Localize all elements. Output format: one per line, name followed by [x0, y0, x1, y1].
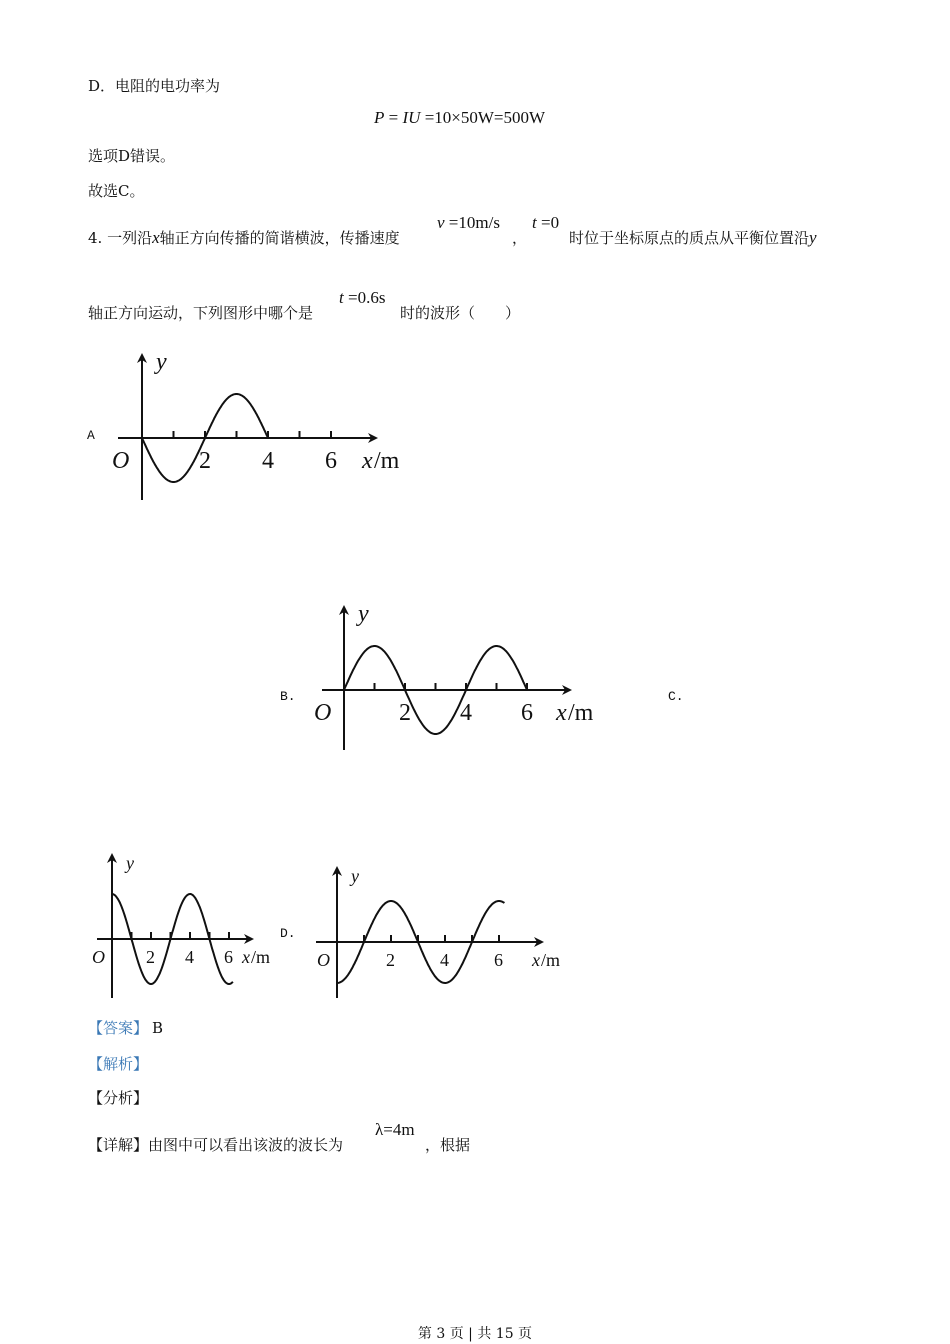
x-unit-label: /m — [251, 947, 271, 967]
fenxi-tag: 【分析】 — [88, 1089, 149, 1107]
t2-val: =0.6s — [343, 288, 386, 307]
formula-eq: = — [384, 108, 399, 127]
graph-c — [92, 853, 270, 998]
tick-label-6: 6 — [325, 448, 337, 474]
tick-label-4: 4 — [460, 700, 472, 726]
graph-a — [112, 349, 400, 500]
t-sym: t — [532, 213, 537, 232]
x-axis-label: x — [242, 947, 250, 967]
page-footer: 第 3 页 | 共 15 页 — [417, 1326, 533, 1342]
graph-b — [314, 601, 594, 750]
answer-value: B — [152, 1019, 164, 1037]
y-axis-label: y — [351, 866, 359, 886]
tick-label-2: 2 — [146, 947, 155, 967]
tick-label-2: 2 — [386, 950, 395, 970]
q-x: x — [152, 228, 160, 247]
q-text: 轴正方向传播的简谐横波，传播速度 — [159, 229, 400, 247]
formula-rest: =10×50W=500W — [420, 108, 546, 127]
y-axis-label: y — [126, 853, 134, 873]
x-axis-label: x — [556, 700, 567, 726]
choice-text: 故选C。 — [88, 182, 145, 200]
formula-p: P — [374, 108, 385, 127]
v-sym: v — [437, 213, 445, 232]
formula-iu: IU — [402, 108, 421, 127]
tick-label-4: 4 — [262, 448, 274, 474]
graph-d — [316, 866, 560, 998]
q-text: 时位于坐标原点的质点从平衡位置沿 — [569, 229, 810, 247]
tick-label-4: 4 — [440, 950, 449, 970]
tick-label-6: 6 — [224, 947, 233, 967]
y-axis-label: y — [156, 349, 167, 375]
origin-label: O — [92, 947, 105, 967]
x-axis-label: x — [362, 448, 373, 474]
question-line-2-tail: 时的波形（ ） — [400, 304, 521, 322]
x-unit-label: /m — [568, 700, 594, 726]
option-d-label[interactable]: D. — [280, 926, 296, 941]
x-unit-label: /m — [541, 950, 561, 970]
detail-tag: 【详解】 — [88, 1136, 149, 1154]
origin-label: O — [112, 448, 130, 474]
question-line-2: 轴正方向运动，下列图形中哪个是 — [88, 304, 314, 322]
part-d-intro: D．电阻的电功率为 — [88, 77, 221, 95]
detail-line — [88, 1136, 343, 1154]
q-y: y — [809, 228, 817, 247]
x-axis-label: x — [532, 950, 540, 970]
t2-sym: t — [339, 288, 344, 307]
lambda-formula: λ=4m — [375, 1120, 415, 1139]
tick-label-6: 6 — [494, 950, 503, 970]
t-val: =0 — [536, 213, 560, 232]
detail-text: 由图中可以看出该波的波长为 — [148, 1136, 344, 1154]
answer-tag: 【答案】 — [88, 1019, 149, 1037]
part-d-conclusion: 选项D错误。 — [88, 147, 176, 165]
analysis-tag: 【解析】 — [88, 1055, 149, 1073]
option-b-label[interactable]: B. — [280, 689, 296, 704]
origin-label: O — [317, 950, 330, 970]
comma: ， — [512, 229, 528, 247]
origin-label: O — [314, 700, 332, 726]
y-axis-label: y — [358, 601, 369, 627]
x-unit-label: /m — [374, 448, 400, 474]
option-c-label[interactable]: C. — [668, 689, 684, 704]
tick-label-6: 6 — [521, 700, 533, 726]
detail-tail: ，根据 — [425, 1136, 471, 1154]
tick-label-2: 2 — [399, 700, 411, 726]
v-val: =10m/s — [444, 213, 500, 232]
q-text: 4. 一列沿 — [88, 229, 153, 247]
tick-label-2: 2 — [199, 448, 211, 474]
option-a-label[interactable]: A — [87, 428, 95, 443]
tick-label-4: 4 — [185, 947, 194, 967]
